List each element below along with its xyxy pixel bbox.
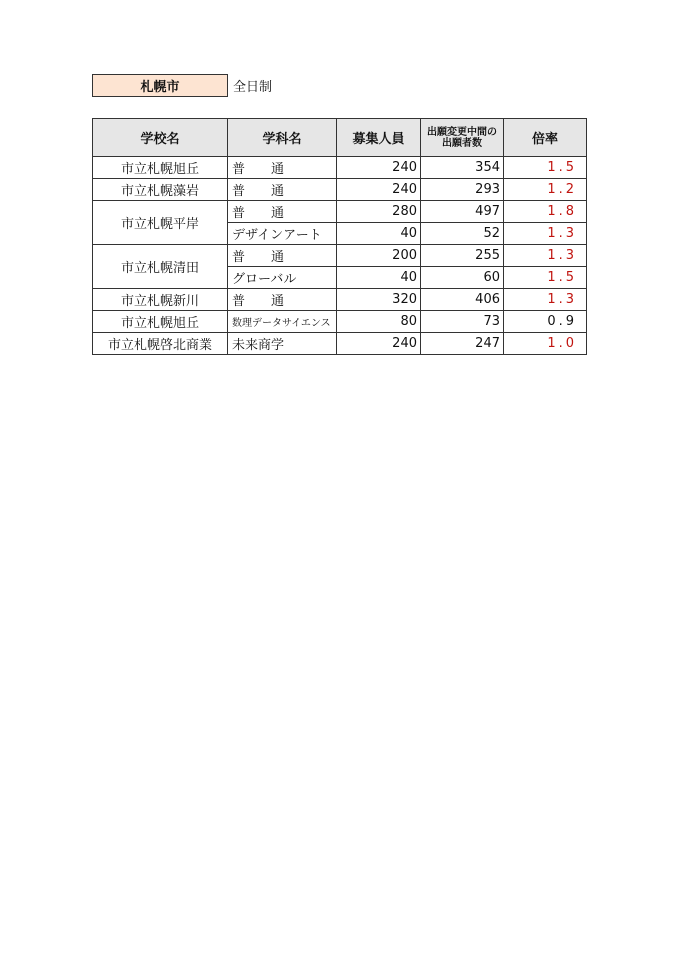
department-cell: 普 通 [228, 245, 337, 267]
ratio-cell: 1.5 [504, 157, 587, 179]
column-header-school: 学校名 [93, 119, 228, 157]
school-name-cell: 市立札幌清田 [93, 245, 228, 289]
school-name-cell: 市立札幌藻岩 [93, 179, 228, 201]
school-name-cell: 市立札幌啓北商業 [93, 333, 228, 355]
applicants-cell: 52 [421, 223, 504, 245]
applicants-cell: 73 [421, 311, 504, 333]
ratio-cell: 0.9 [504, 311, 587, 333]
table-header-row [93, 119, 587, 157]
department-cell: 普 通 [228, 179, 337, 201]
applicants-cell: 255 [421, 245, 504, 267]
department-cell: 未来商学 [228, 333, 337, 355]
capacity-cell: 240 [337, 333, 421, 355]
school-name-cell: 市立札幌旭丘 [93, 311, 228, 333]
department-cell: 数理データサイエンス [228, 311, 337, 333]
ratio-cell: 1.3 [504, 245, 587, 267]
ratio-cell: 1.2 [504, 179, 587, 201]
table-row [93, 245, 587, 267]
department-cell: グローバル [228, 267, 337, 289]
applicants-cell: 293 [421, 179, 504, 201]
ratio-cell: 1.0 [504, 333, 587, 355]
column-header-department: 学科名 [228, 119, 337, 157]
school-name-cell: 市立札幌新川 [93, 289, 228, 311]
city-label: 札幌市 [92, 74, 228, 97]
applicants-cell: 354 [421, 157, 504, 179]
department-cell: 普 通 [228, 157, 337, 179]
ratio-cell: 1.3 [504, 289, 587, 311]
capacity-cell: 200 [337, 245, 421, 267]
capacity-cell: 240 [337, 179, 421, 201]
applicants-cell: 406 [421, 289, 504, 311]
capacity-cell: 240 [337, 157, 421, 179]
ratio-cell: 1.3 [504, 223, 587, 245]
ratio-cell: 1.5 [504, 267, 587, 289]
table-row [93, 289, 587, 311]
table-row [93, 333, 587, 355]
table-row [93, 179, 587, 201]
capacity-cell: 320 [337, 289, 421, 311]
column-header-applicants: 出願変更中間の 出願者数 [421, 119, 504, 157]
table-row [93, 311, 587, 333]
school-name-cell: 市立札幌平岸 [93, 201, 228, 245]
header-row [92, 74, 272, 97]
table-row [93, 201, 587, 223]
ratio-cell: 1.8 [504, 201, 587, 223]
applicants-cell: 247 [421, 333, 504, 355]
school-type-label: 全日制 [233, 80, 273, 95]
table-row [93, 157, 587, 179]
department-cell: 普 通 [228, 289, 337, 311]
school-name-cell: 市立札幌旭丘 [93, 157, 228, 179]
applicants-cell: 60 [421, 267, 504, 289]
capacity-cell: 280 [337, 201, 421, 223]
capacity-cell: 80 [337, 311, 421, 333]
column-header-ratio: 倍率 [504, 119, 587, 157]
applicants-cell: 497 [421, 201, 504, 223]
capacity-cell: 40 [337, 267, 421, 289]
column-header-capacity: 募集人員 [337, 119, 421, 157]
capacity-cell: 40 [337, 223, 421, 245]
department-cell: 普 通 [228, 201, 337, 223]
department-cell: デザインアート [228, 223, 337, 245]
results-table [92, 118, 587, 355]
